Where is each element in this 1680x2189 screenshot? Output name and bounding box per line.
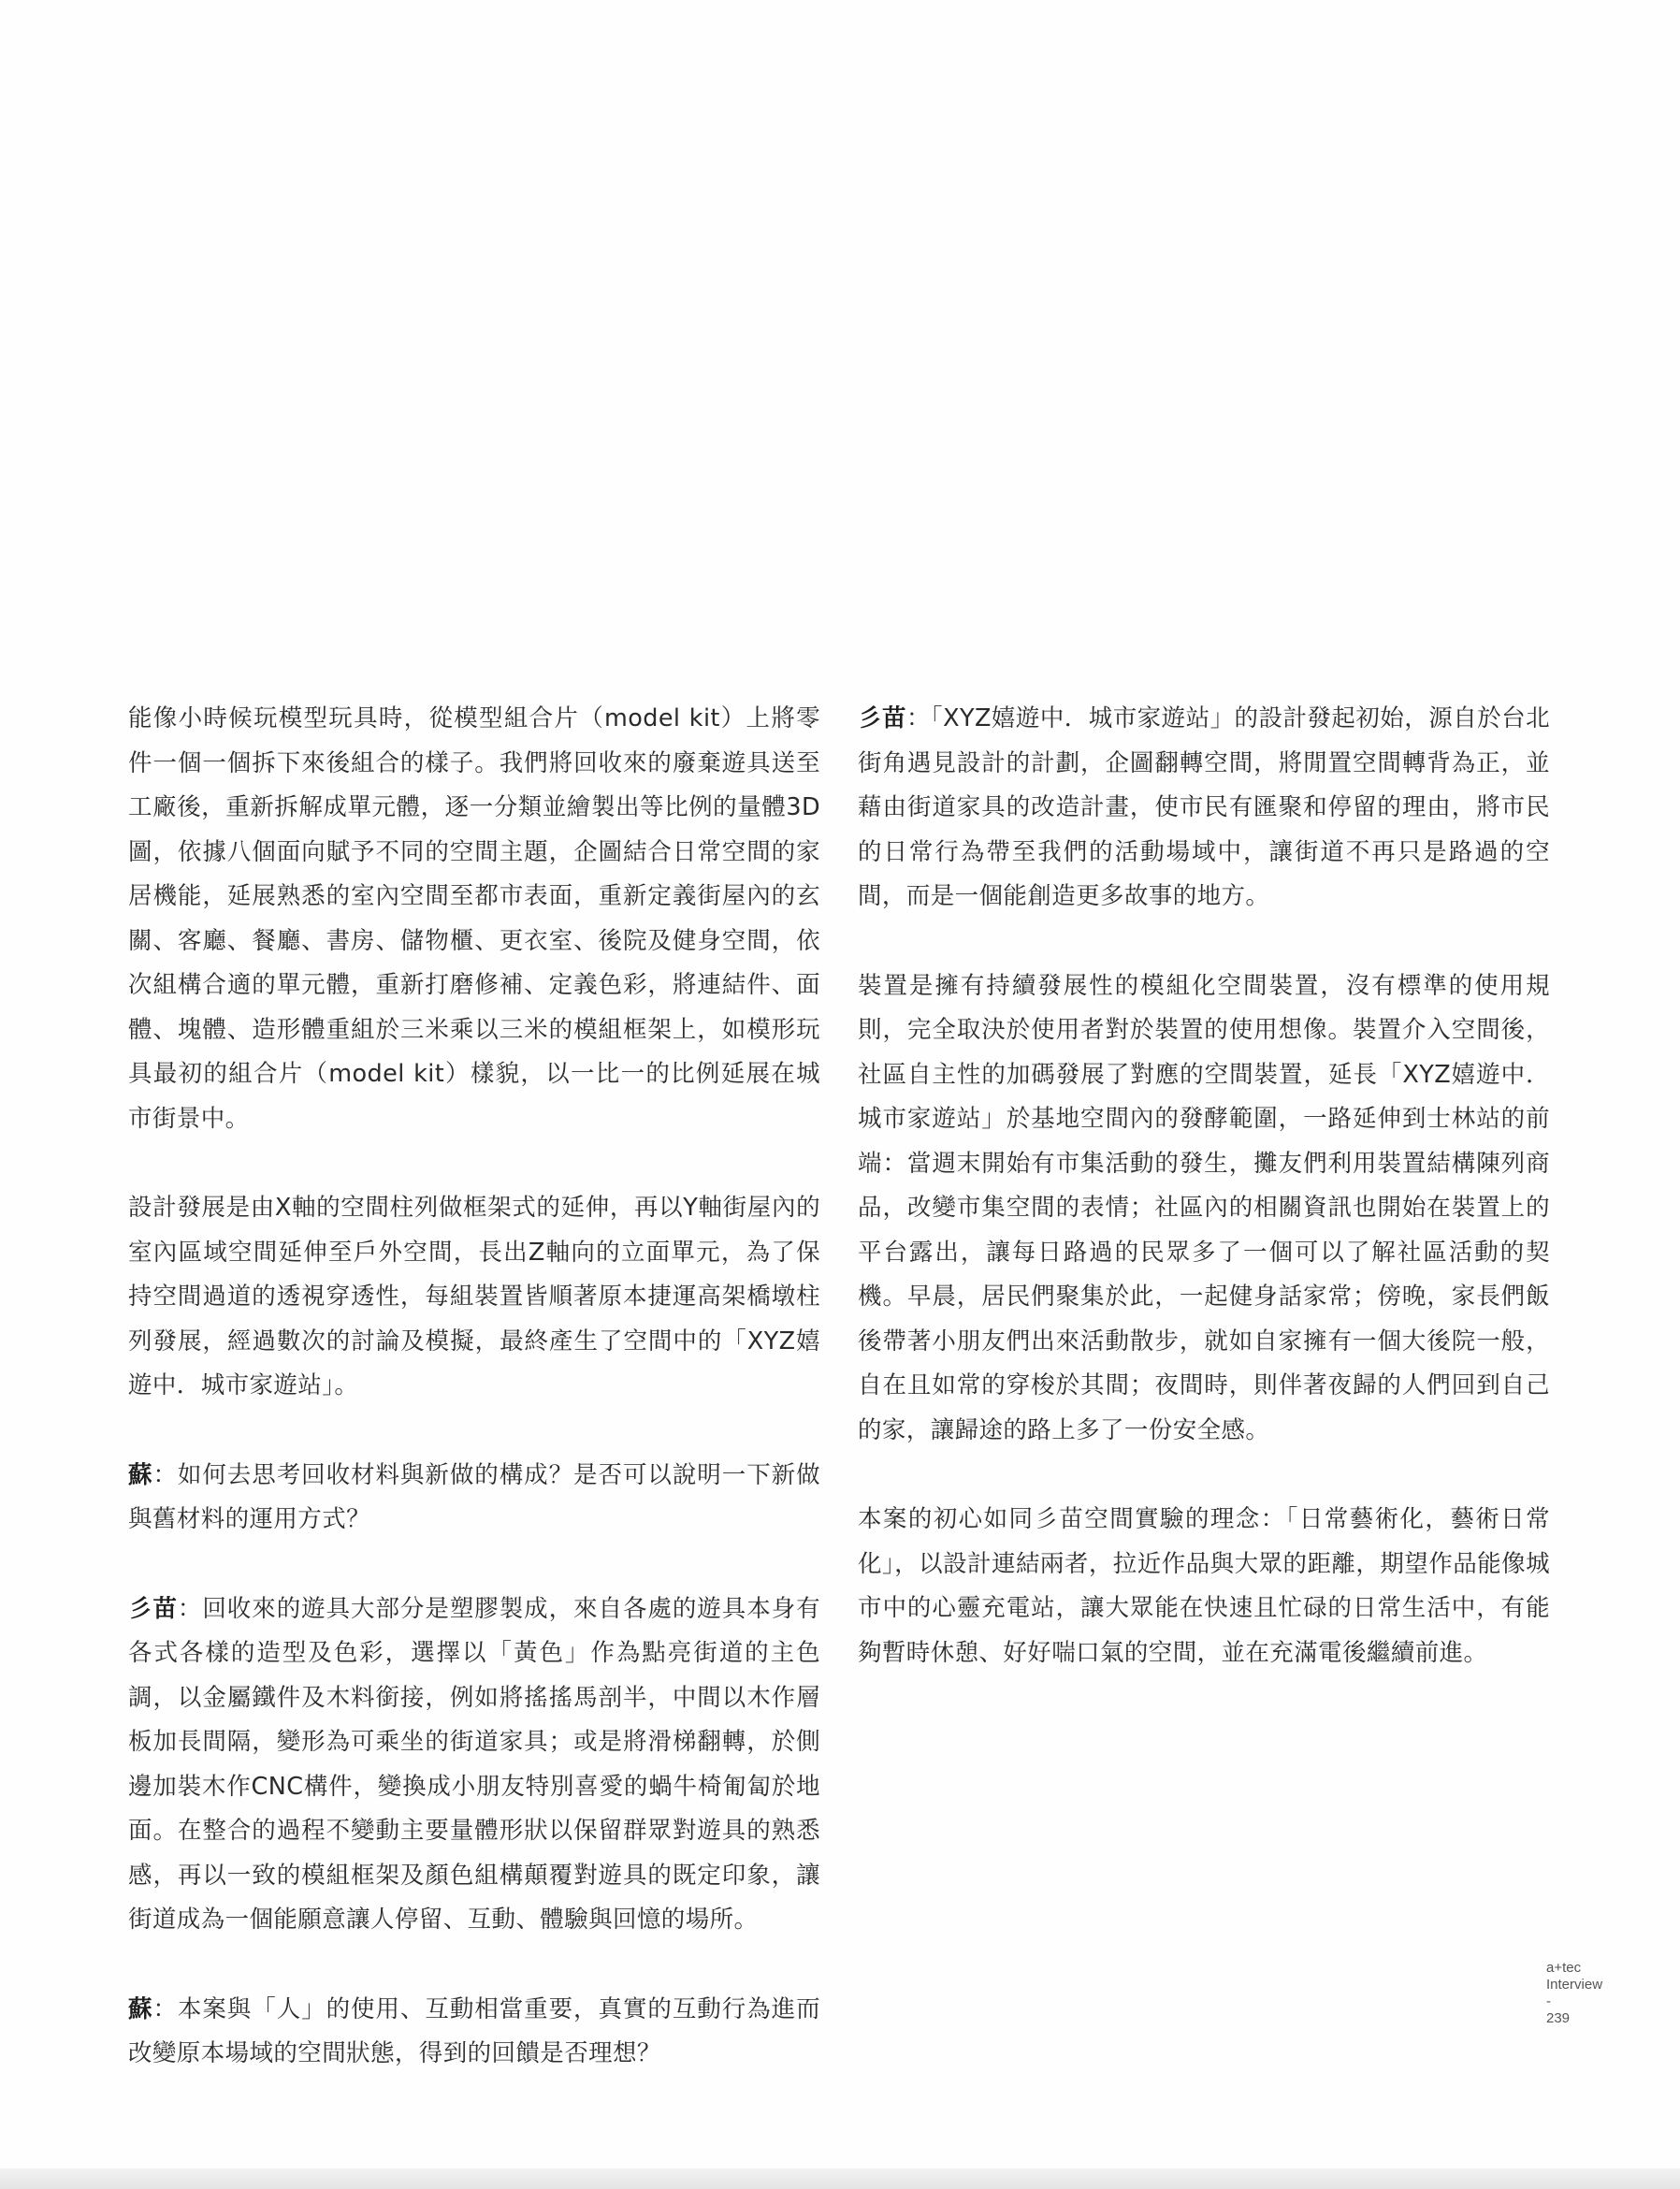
paragraph-original-intent xyxy=(858,1498,1550,1675)
answer-materials xyxy=(128,1587,820,1943)
paragraph-text: 裝置是擁有持續發展性的模組化空間裝置，沒有標準的使用規則，完全取決於使用者對於裝置的使用想像。裝置介入空間後，社區自主性的加碼發展了對應的空間裝置，延長「XYZ嬉遊中．城市家遊站」於基地空間內的發酵範圍，一路延伸到士林站的前端：當週末開始有市集活動的發生，攤友們利用裝置結構陳列商品，改變市集空間的表情；社區內的相關資訊也開始在裝置上的平台露出，讓每日路過的民眾多了一個可以了解社區活動的契機。早晨，居民們聚集於此，一起健身話家常；傍晚，家長們飯後帶著小朋友們出來活動散步，就如自家擁有一個大後院一般，自在且如常的穿梭於其間；夜間時，則伴著夜歸的人們回到自己的家，讓歸途的路上多了一份安全感。 xyxy=(858,971,1550,1444)
speaker-label-shanmiao: 彡苗 xyxy=(128,1594,178,1623)
left-text-column xyxy=(128,697,820,2122)
question-interaction xyxy=(128,1988,820,2077)
paragraph-model-kit xyxy=(128,697,820,1141)
right-text-column xyxy=(858,697,1550,1720)
speaker-label-su: 蘇 xyxy=(128,1994,153,2023)
paragraph-text: ：如何去思考回收材料與新做的構成？是否可以說明一下新做與舊材料的運用方式？ xyxy=(128,1460,820,1533)
paragraph-text: ：本案與「人」的使用、互動相當重要，真實的互動行為進而改變原本場域的空間狀態，得到的回饋是否理想？ xyxy=(128,1994,820,2067)
page-footer xyxy=(1546,1960,1602,2027)
speaker-label-shanmiao: 彡苗 xyxy=(858,704,906,732)
page-bottom-edge xyxy=(0,2168,1680,2189)
magazine-name: a+tec xyxy=(1546,1960,1582,1976)
footer-separator: - xyxy=(1546,1993,1551,2009)
section-name: Interview xyxy=(1546,1977,1603,1993)
speaker-label-su: 蘇 xyxy=(128,1460,153,1489)
answer-interaction xyxy=(858,697,1550,920)
page-number: 239 xyxy=(1546,2010,1571,2026)
paragraph-xyz-axis xyxy=(128,1186,820,1409)
paragraph-text: 設計發展是由X軸的空間柱列做框架式的延伸，再以Y軸街屋內的室內區域空間延伸至戶外空間，長出Z軸向的立面單元，為了保持空間過道的透視穿透性，每組裝置皆順著原本捷運高架橋墩柱列發展，經過數次的討論及模擬，最終產生了空間中的「XYZ嬉遊中．城市家遊站」。 xyxy=(128,1194,820,1399)
paragraph-modular-installation xyxy=(858,964,1550,1454)
question-materials xyxy=(128,1454,820,1543)
paragraph-text: 本案的初心如同彡苗空間實驗的理念：「日常藝術化，藝術日常化」，以設計連結兩者，拉近作品與大眾的距離，期望作品能像城市中的心靈充電站，讓大眾能在快速且忙碌的日常生活中，有能夠暫時休憩、好好喘口氣的空間，並在充滿電後繼續前進。 xyxy=(858,1505,1550,1667)
paragraph-text: ：回收來的遊具大部分是塑膠製成，來自各處的遊具本身有各式各樣的造型及色彩，選擇以「黃色」作為點亮街道的主色調，以金屬鐵件及木料銜接，例如將搖搖馬剖半，中間以木作層板加長間隔，變形為可乘坐的街道家具；或是將滑梯翻轉，於側邊加裝木作CNC構件，變換成小朋友特別喜愛的蝸牛椅匍匐於地面。在整合的過程不變動主要量體形狀以保留群眾對遊具的熟悉感，再以一致的模組框架及顏色組構顛覆對遊具的既定印象，讓街道成為一個能願意讓人停留、互動、體驗與回憶的場所。 xyxy=(128,1594,820,1934)
paragraph-text: ：「XYZ嬉遊中．城市家遊站」的設計發起初始，源自於台北街角遇見設計的計劃，企圖翻轉空間，將閒置空間轉背為正，並藉由街道家具的改造計畫，使市民有匯聚和停留的理由，將市民的日常行為帶至我們的活動場域中，讓街道不再只是路過的空間，而是一個能創造更多故事的地方。 xyxy=(858,704,1550,910)
paragraph-text: 能像小時候玩模型玩具時，從模型組合片（model kit）上將零件一個一個拆下來後組合的樣子。我們將回收來的廢棄遊具送至工廠後，重新拆解成單元體，逐一分類並繪製出等比例的量體3D圖，依據八個面向賦予不同的空間主題，企圖結合日常空間的家居機能，延展熟悉的室內空間至都市表面，重新定義街屋內的玄關、客廳、餐廳、書房、儲物櫃、更衣室、後院及健身空間，依次組構合適的單元體，重新打磨修補、定義色彩，將連結件、面體、塊體、造形體重組於三米乘以三米的模組框架上，如模形玩具最初的組合片（model kit）樣貌，以一比一的比例延展在城市街景中。 xyxy=(128,704,820,1133)
